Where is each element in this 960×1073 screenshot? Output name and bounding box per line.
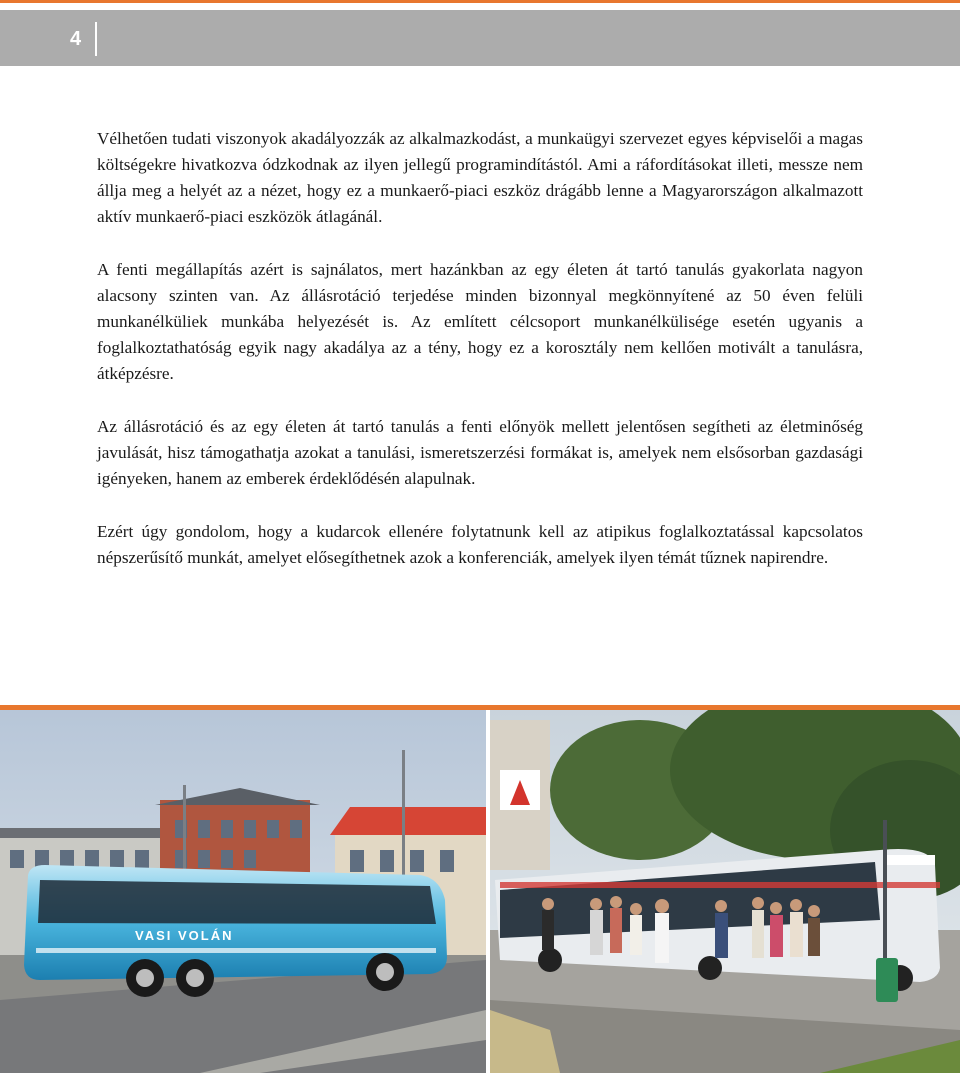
page-number: 4: [70, 28, 82, 50]
body-text: [97, 126, 863, 598]
header-divider: [95, 22, 97, 56]
top-accent-rule: [0, 0, 960, 3]
paragraph-1: Vélhetően tudati viszonyok akadályozzák az alkalmazkodást, a munkaügyi szervezet egyes képviselői a magas költségekre hivatkozva ódzkodnak az ilyen jellegű programindítástól. Ami a ráfordításokat illeti, messze nem állja meg a helyét az a nézet, hogy ez a munkaerő-piaci eszköz drágább lenne a Magyarországon alkalmazott aktív munkaerő-piaci eszközök átlagánál.: [97, 129, 863, 226]
paragraph-2: A fenti megállapítás azért is sajnálatos, mert hazánkban az egy életen át tartó tanulás gyakorlata nagyon alacsony szinten van. Az állásrotáció terjedése minden bizonnyal megkönnyítené az 50 éven felüli munkanélküliek munkába helyezését is. Az említett célcsoport munkanélkülisége esetén ugyanis a foglalkoztathatóság egyik nagy akadálya az a tény, hogy ez a korosztály nem kellően motivált a tanulásra, átképzésre.: [97, 260, 863, 383]
paragraph-3: Az állásrotáció és az egy életen át tartó tanulás a fenti előnyök mellett jelentősen segítheti az életminőség javulását, hisz támogathatja azokat a tanulási, ismeretszerzési formákat is, amelyek nem elsősorban gazdasági igényeken, hanem az emberek érdeklődésén alapulnak.: [97, 417, 863, 488]
city-bus-photo: [490, 710, 960, 1073]
paragraph-4: Ezért úgy gondolom, hogy a kudarcok ellenére folytatnunk kell az atipikus foglalkoztatással kapcsolatos népszerűsítő munkát, amelyet elősegíthetnek azok a konferenciák, amelyek ilyen témát tűznek napirendre.: [97, 522, 863, 567]
coach-bus-photo: [0, 710, 486, 1073]
bus-lettering: VASI VOLÁN: [135, 928, 234, 943]
page-header-band: [0, 10, 960, 66]
